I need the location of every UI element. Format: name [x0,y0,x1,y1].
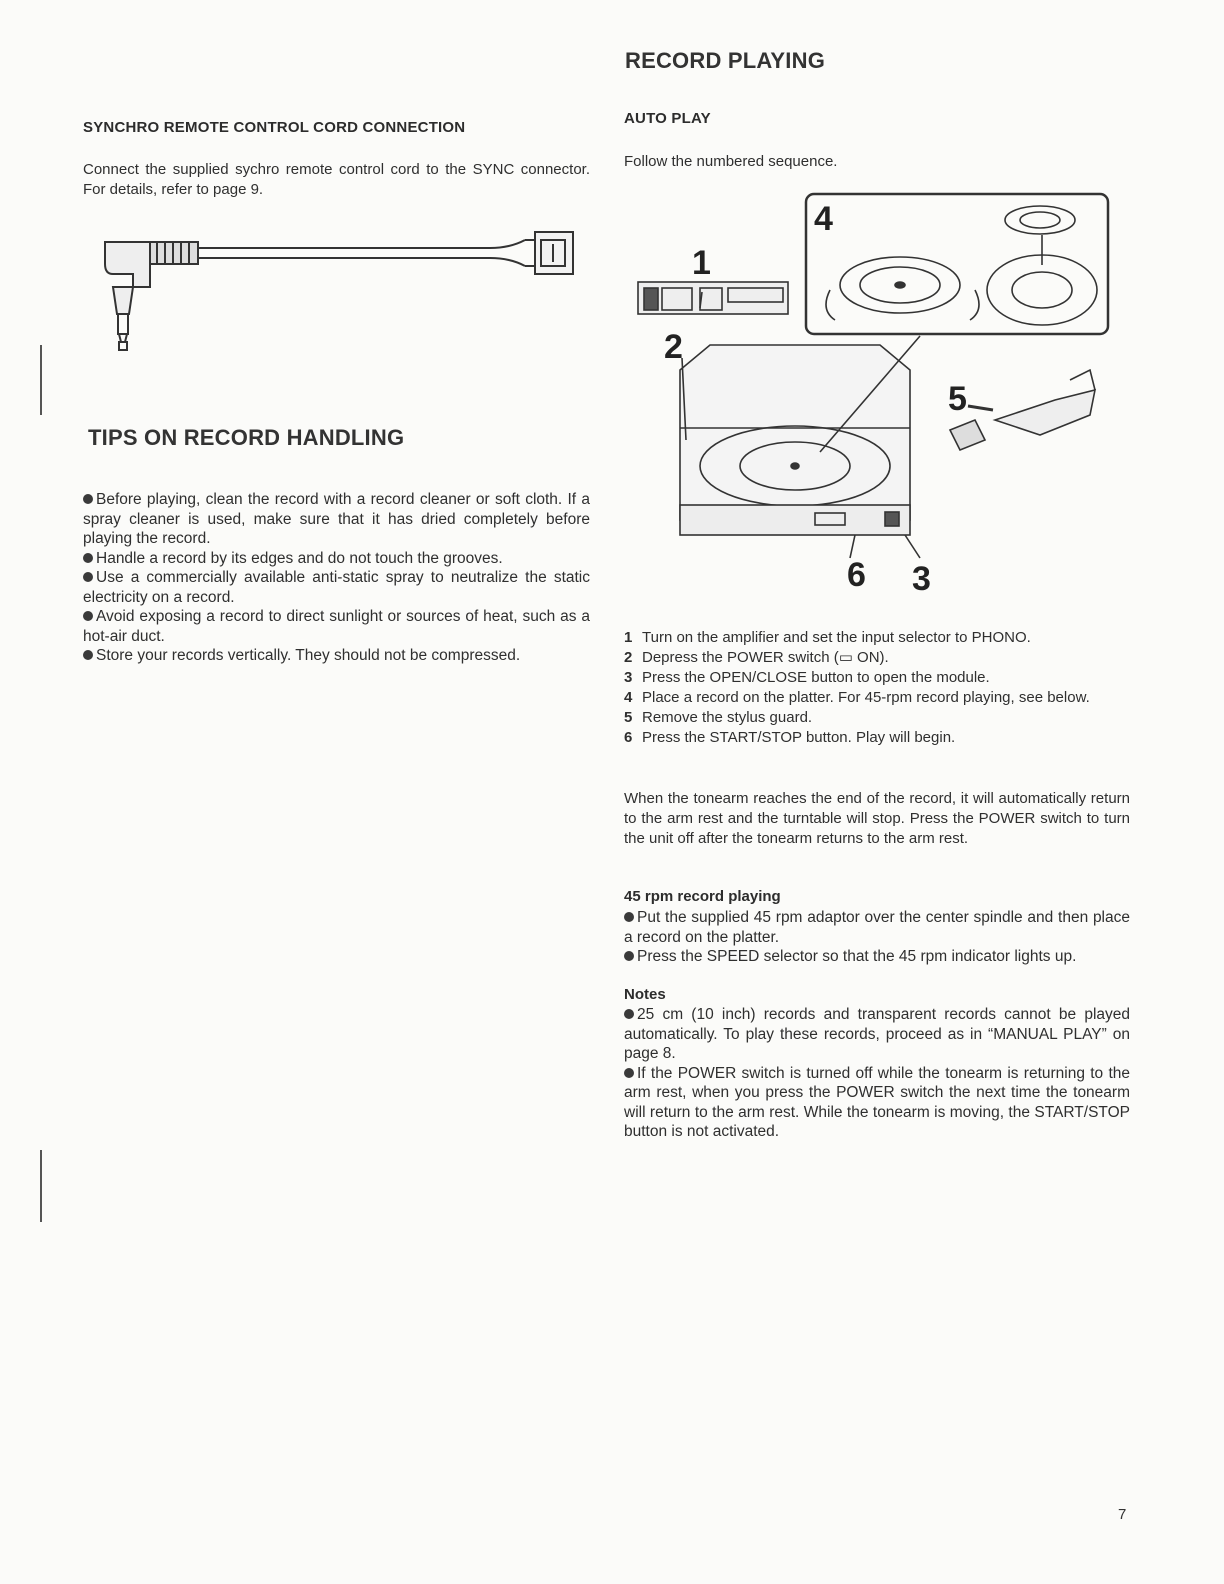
list-item: 6 Press the START/STOP button. Play will begin. [624,729,956,746]
list-item: Store your records vertically. They should not be compressed. [83,646,590,666]
figure-label-1: 1 [692,244,711,282]
list-item: Before playing, clean the record with a record cleaner or soft cloth. If a spray cleaner is used, make sure that it has dried completely before playing the record. [83,491,590,547]
sync-cord-illustration [95,222,585,357]
list-item: 25 cm (10 inch) records and transparent records cannot be played automatically. To play these records, proceed as in “MANUAL PLAY” on page 8. [624,1006,1130,1062]
list-item: If the POWER switch is turned off while the tonearm is returning to the arm rest, when you press the POWER switch the next time the tonearm will return to the arm rest. While the tonearm is moving, the START/STOP button is not activated. [624,1064,1130,1140]
page-title: RECORD PLAYING [625,48,826,73]
list-item: Use a commercially available anti-static spray to neutralize the static electricity on a record. [83,569,590,606]
bullet-icon [624,912,634,922]
auto-play-intro: Follow the numbered sequence. [624,153,838,170]
list-item: Press the SPEED selector so that the 45 rpm indicator lights up. [624,947,1130,967]
rpm45-heading: 45 rpm record playing [624,888,781,905]
bullet-icon [624,951,634,961]
bullet-icon [624,1068,634,1078]
list-item: 3 Press the OPEN/CLOSE button to open the module. [624,669,990,686]
bullet-icon [83,572,93,582]
bullet-icon [83,494,93,504]
figure-label-3: 3 [912,560,931,598]
auto-play-steps [624,628,1130,748]
list-item: Avoid exposing a record to direct sunlight or sources of heat, such as a hot-air duct. [83,608,590,645]
figure-label-6: 6 [847,556,866,594]
tips-heading: TIPS ON RECORD HANDLING [88,425,405,450]
list-item: 4 Place a record on the platter. For 45-rpm record playing, see below. [624,689,1090,706]
figure-label-2: 2 [664,328,683,366]
figure-label-5: 5 [948,380,967,418]
list-item: Handle a record by its edges and do not touch the grooves. [83,549,590,569]
margin-mark-top [40,345,42,415]
page-number: 7 [1118,1506,1127,1523]
bullet-icon [83,650,93,660]
list-item: 1 Turn on the amplifier and set the input selector to PHONO. [624,629,1031,646]
figure-label-4: 4 [814,200,833,238]
list-item: Put the supplied 45 rpm adaptor over the center spindle and then place a record on the platter. [624,909,1130,946]
sync-heading: SYNCHRO REMOTE CONTROL CORD CONNECTION [83,119,466,136]
list-item: 5 Remove the stylus guard. [624,709,813,726]
rpm45-list [624,908,1130,967]
auto-play-heading: AUTO PLAY [624,110,711,127]
bullet-icon [83,553,93,563]
notes-heading: Notes [624,986,666,1003]
after-play-paragraph: When the tonearm reaches the end of the record, it will automatically return to the arm rest and the turntable will stop. Press the POWER switch to turn the unit off after the tonearm returns to the arm rest. [624,790,1130,847]
bullet-icon [83,611,93,621]
list-item: 2 Depress the POWER switch (▭ ON). [624,649,889,666]
margin-mark-bottom [40,1150,42,1222]
sync-body: Connect the supplied sychro remote control cord to the SYNC connector. For details, refer to page 9. [83,161,590,198]
tips-list [83,490,590,666]
notes-list [624,1005,1130,1142]
turntable-illustration [630,190,1120,600]
bullet-icon [624,1009,634,1019]
